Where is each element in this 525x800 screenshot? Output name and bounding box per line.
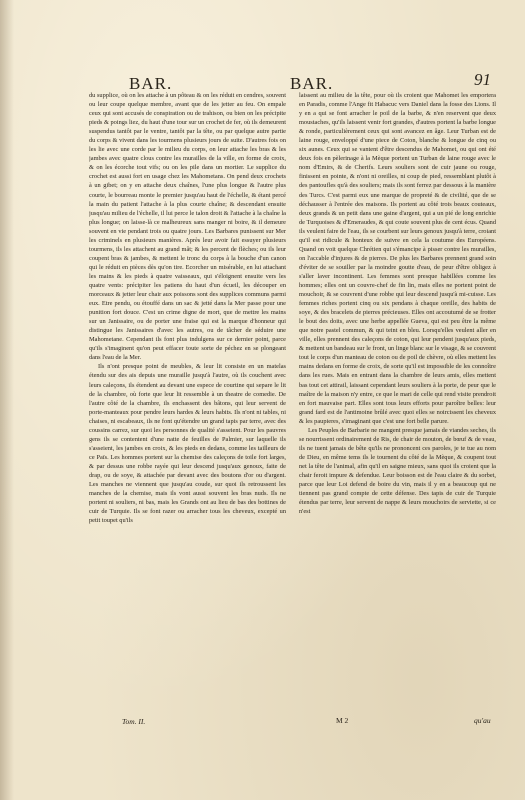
volume-mark: Tom. II. (122, 717, 146, 726)
catchword: qu'au (474, 716, 491, 725)
paragraph: Les Peuples de Barbarie ne mangent presque jamais de viandes seches, ils se nourrissent ordinairement de Ris, de chair de mouton, de bœuf & de veau, ils ne tuent jamais de bête qu'ils ne prononcent ces paroles, je te tue au nom de Dieu, en même tems ils le tournent du côté de la Mèque, & coupent tout net la tête de l'animal, afin qu'il en saigne mieux, sans quoi ils croient que la chair feroit impure & defendue. Leur boisson est de l'eau claire & du sorbet, parce que leur Loi defend de boire du vin, mais il y en a beaucoup qui ne tiennent pas grand compte de cette défense. Des tapis de cuir de Turquie étendus par terre, leur servent de nappe & leurs mouchoirs de serviette, si ce n'est (299, 426, 496, 516)
signature-mark: M 2 (336, 716, 349, 725)
running-head-right: BAR. (290, 74, 334, 93)
page-gutter-shadow (0, 0, 14, 800)
paragraph: laissent au milieu de la tête, pour où ils croient que Mahomet les emportera en Paradis, comme l'Ange fit Habacuc vers Daniel dans la fosse des Lions. Il y en a qui se font arracher le poil de la barbe, & n'en reservent que deux moustaches, qu'ils laissent venir fort grandes, d'autres portent la barbe longue & ronde, particulièrement ceux qui sont avancez en âge. Leur Turban est de laine rouge, enveloppé d'une piece de Coton, blanche & longue de cinq ou six aunes. Ceux qui se vantent d'être descendus de Mahomet, ou qui ont été deux fois en pèlerinage à la Mèque portent un Turban de laine rouge avec le nom d'Emirs, & de Cherifs. Leurs souliers sont de cuir jaune ou rouge, finissent en pointe, & n'ont ni oreilles, ni coup de pied, ressemblant plutôt à des pantoufles qu'à des souliers; mais ils sont ferrez par dessous à la manière des Turcs. C'est parmi eux une marque de propreté & de civilité, que de se déchausser à l'entrée des maisons. Ils portent au côté trois beaux couteaux, deux grands & un petit dans une gaine d'argent, qui a un pié de long enrichie de Turquoises & d'Emeraudes, & qui coute souvent plus de cent écus. Quand ils veulent faire de l'eau, ils se courbent sur leurs genoux jusqu'à terre, croiant qu'il est ridicule & honteux de suivre en cela la coutume des Européens. Quand on voit quelque Chrétien qui s'émancipe à pisser contre les murailles, on l'accable d'injures & de pierres. De plus les Barbares prennent grand soin d'éviter de se souiller par la moindre goutte d'eau, de peur d'être obligez à s'aller laver incontinent. Les femmes sont presque habillées comme les hommes; elles ont un couvre-chef de fin lin, mais elles ne portent point de mouchoir, & se couvrent d'une robbe qui leur descend jusqu'à mi-cuisse. Les femmes riches portent cinq ou six pendans à chaque oreille, des habits de soye, & des bracelets de pierres précieuses. Elles ont accoutumé de se frotter le bout des doits, avec une herbe appellée Gueva, qui est peu être la même que notre pastel commun, & qui teint en bleu. Lorsqu'elles veulent aller en ville, elles prennent des caleçons de coton, qui leur pendent jusqu'aux pieds, & mettent un bandeau sur le front, un linge blanc sur le visage, & se couvrent tout le corps d'un manteau de coton ou de poil de chèvre, où elles mettent les mains dedans en forme de croix, de sorte qu'il est impossible de les connoître dans les rues. Mais en entrant dans la chambre de leurs amis, elles mettent bas tout cet attirail, laissant cependant leurs souliers à la porte, de peur que le maître de la maison n'y entre, ce que le mari de celle qui rend visite prendroit en fort mauvaise part. Elles sont tous leurs efforts pour paroître belles: leur grand fard est de l'antimoine brûlé avec quoi elles se noircissent les cheveux & les paupieres, s'imaginant que c'est une fort belle parure. (299, 92, 496, 425)
running-head-left: BAR. (129, 74, 173, 93)
paragraph: du supplice, où on les attache à un pôteau & on les réduit en cendres, souvent ou leur coupe quelque membre, avant que de les jetter au feu. On empale ceux qui sont accusés de conspiration ou de trahison, ou bien on les précipite pieds & poings liez, du haut d'une tour sur un crochet de fer, où ils demeurent suspendus tantôt par le ventre, tantôt par la tête, ou par quelque autre partie du corps & vivent dans les tourmens plusieurs jours de suite. D'autres fois on les lie avec une corde par le milieu du corps, on leur attache les bras & les jambes avec quatre clous contre les murailles de la ville, en forme de croix, & on les écorche tout vifs; ou on les pile dans un mortier. Le supplice du crochet est aussi fort en usage chez les Mahometans. On pend deux crochets à un gibet; on y en attache deux chaînes, l'une plus longue & l'autre plus courte, le bourreau monte le premier jusqu'au haut de l'échelle, & étant percé la main du patient l'attache à la plus courte chaîne; & descendant ensuite jusqu'au milieu de l'échelle, il lui perce le talon droit & l'attache à la chaîne la plus longue; on laisse-là ce malheureux sans manger ni boire, & il demeure souvent en vie pendant trois ou quatre jours. Les Barbares punissent sur Mer les criminels en plusieurs manières. Après leur avoir fait essuyer plusieurs tourmens, ils les attachent au grand mât; & les percent de flèches; ou ils leur coupent bras & jambes, & mettent le tronc du corps à la bouche d'un canon qui le réduit en pièces dès qu'on tire. Ecorcher un misérable, en lui attachant les mains & les pieds à quatre vaisseaux, qui s'éloignent ensuite vers les quatre vents: précipiter les patiens du haut d'un écueil, les découper en morceaux & jetter leur chair aux poissons sont des supplices communs parmi eux. Etre pendu, ou étouffé dans un sac & jetté dans la Mer passe pour une punition fort douce. C'est un crime digne de mort, que de mettre les mains sur un Janissaire, ou de porter une fraise qui est la marque d'honneur qui distingue les Janissaires d'avec les autres, ou de tâcher de séduire une Mahometane. Cependant ils font plus indulgens sur ce dernier point, parce qu'ils s'imaginent qu'on peut effacer toute sorte de péchez en se plongeant dans l'eau de la Mer. (89, 92, 286, 362)
text-column-left (89, 91, 286, 716)
page-number: 91 (474, 70, 491, 89)
paragraph: Ils n'ont presque point de meubles, & leur lit consiste en un matelas étendu sur des ais depuis une muraille jusqu'à l'autre, où ils couchent avec leurs caleçons, ils étendent au devant une espece de courtine qui separe le lit de la chambre, où forte que leur lit ressemble à un theatre de comedie. De l'autre côté de la chambre, ils enchassent des bâtons, qui leur servent de porte-manteaux pour pendre leurs hardes & leurs habits. Ils n'ont ni tables, ni chaises, ni escabeaux, ils ne font qu'étendre un grand tapis par terre, avec des coussins carrez, sur quoi les personnes de qualité s'asseient. Pour les pauvres gens ils se contentent d'une natte de feuilles de Palmier, sur laquelle ils s'asseient, les jambes en croix, & les pieds en dedans, comme les tailleurs de ce Païs. Les hommes portent sur la chemise des caleçons de toile fort larges, & par dessus une robbe rayée qui leur descend jusqu'aux genoux, faite de drap, ou de soye, & attachée par devant avec des boutons d'or ou d'argent. Les manches ne viennent que jusqu'au coude, sur quoi ils retroussent les manches de la chemise, mais ils vont aussi souvent les bras nuds. Ils ne portent ni souliers, ni bas, mais les Grands ont au lieu de bas des bottines de cuir de Turquie. Ils se font razer ou arracher tous les cheveux, excepté un petit toupet qu'ils (89, 363, 286, 525)
text-column-right (299, 91, 496, 716)
